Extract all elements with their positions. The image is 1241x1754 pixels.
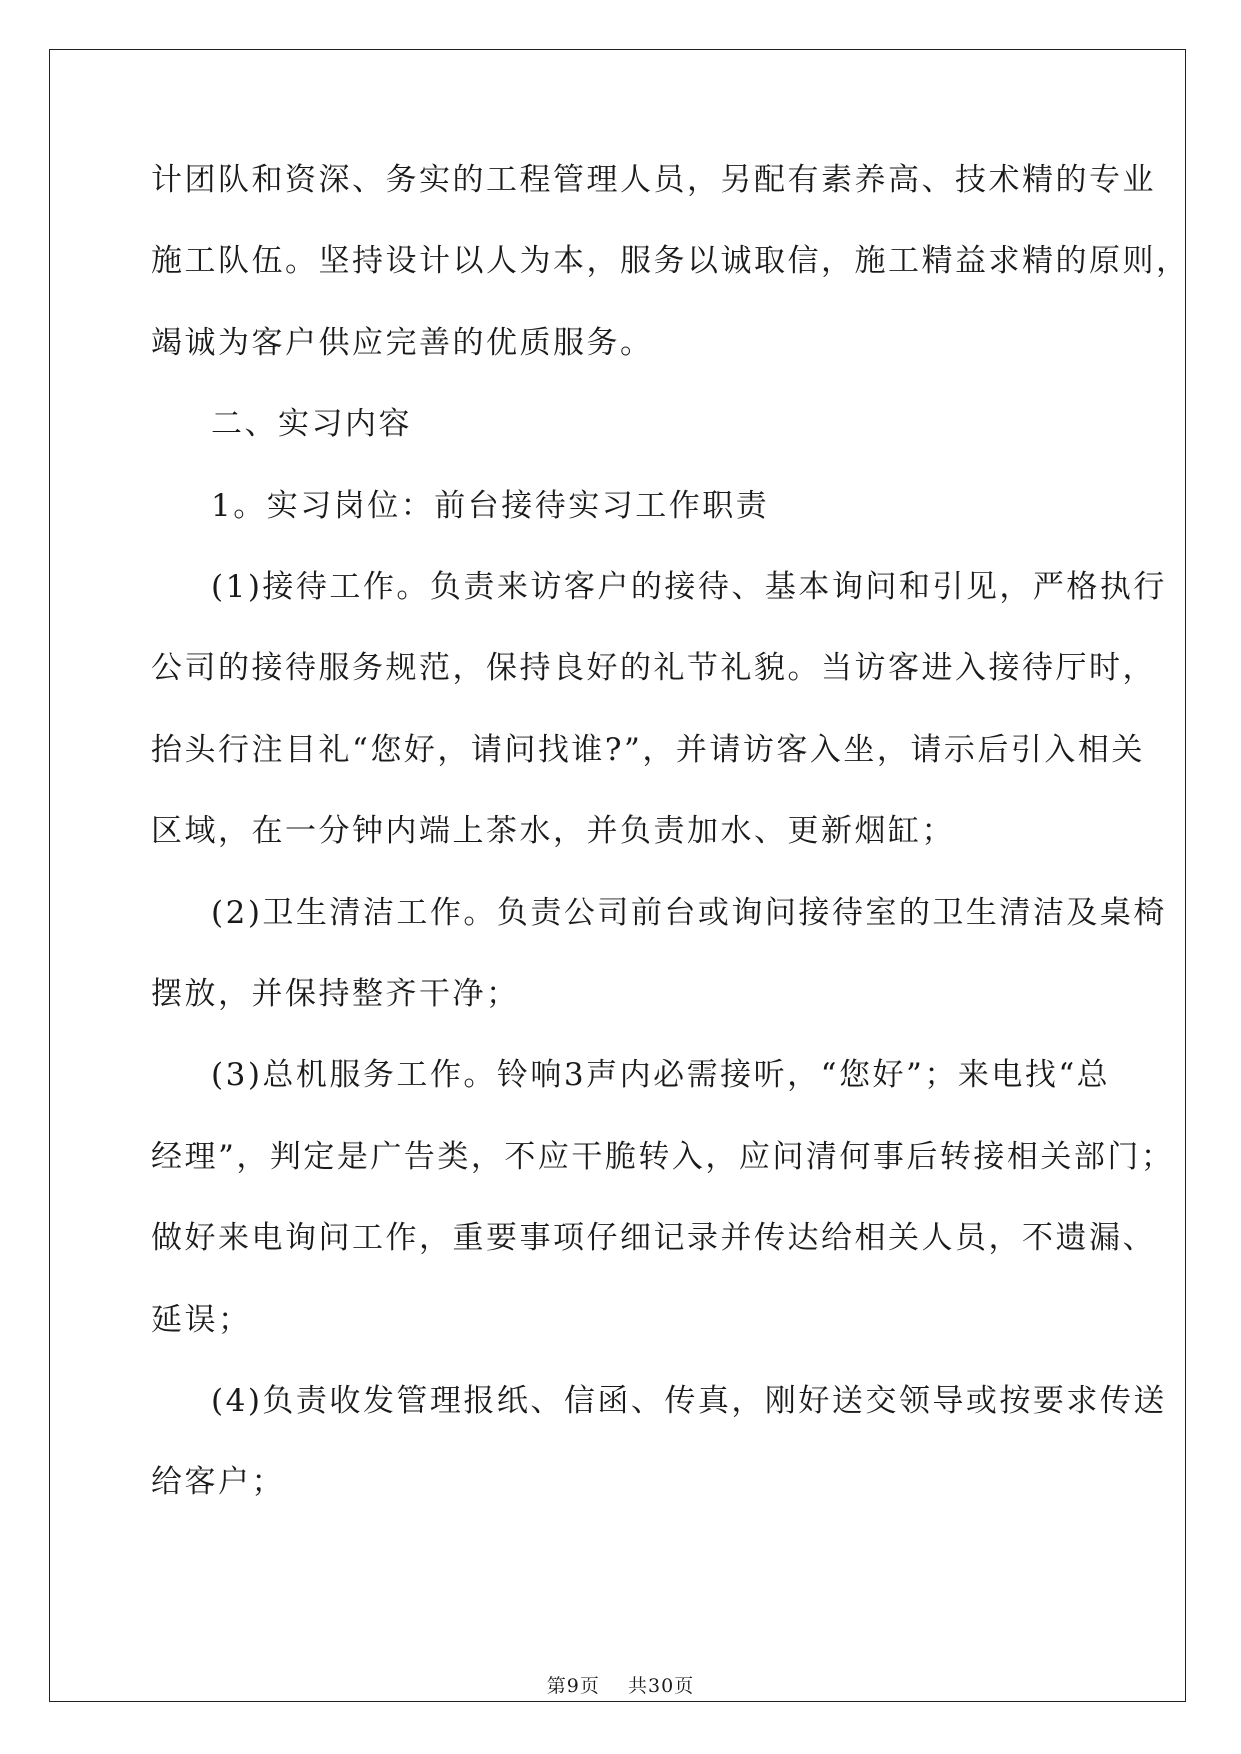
text-line: 延误； xyxy=(151,1301,252,1338)
text-line: 施工队伍。坚持设计以人为本，服务以诚取信，施工精益求精的原则， xyxy=(151,243,1190,280)
text-line: 抬头行注目礼“您好，请问找谁?”，并请访客入坐，请示后引入相关 xyxy=(151,731,1145,768)
text-line: 公司的接待服务规范，保持良好的礼节礼貌。当访客进入接待厅时， xyxy=(151,650,1156,687)
page-footer xyxy=(0,1671,1241,1698)
text-line: 1。实习岗位：前台接待实习工作职责 xyxy=(211,487,770,524)
text-line: (1)接待工作。负责来访客户的接待、基本询问和引见，严格执行 xyxy=(211,569,1167,605)
page-number: 第9页 xyxy=(546,1675,600,1697)
text-line: 二、实习内容 xyxy=(211,406,412,443)
text-line: 做好来电询问工作，重要事项仔细记录并传达给相关人员，不遗漏、 xyxy=(151,1220,1156,1257)
text-line: (4)负责收发管理报纸、信函、传真，刚好送交领导或按要求传送 xyxy=(211,1383,1167,1419)
text-line: (2)卫生清洁工作。负责公司前台或询问接待室的卫生清洁及桌椅 xyxy=(211,894,1167,931)
page-border xyxy=(49,49,1186,1702)
text-line: 摆放，并保持整齐干净； xyxy=(151,976,520,1012)
text-line: 经理”，判定是广告类，不应干脆转入，应问清何事后转接相关部门； xyxy=(151,1138,1175,1175)
text-line: 区域，在一分钟内端上茶水，并负责加水、更新烟缸； xyxy=(151,813,955,850)
text-line: 给客户； xyxy=(151,1464,285,1501)
text-line: 计团队和资深、务实的工程管理人员，另配有素养高、技术精的专业 xyxy=(151,162,1156,198)
text-line: (3)总机服务工作。铃响3声内必需接听，“您好”；来电找“总 xyxy=(211,1057,1111,1094)
page-total: 共30页 xyxy=(628,1675,695,1697)
text-line: 竭诚为客户供应完善的优质服务。 xyxy=(151,324,654,361)
